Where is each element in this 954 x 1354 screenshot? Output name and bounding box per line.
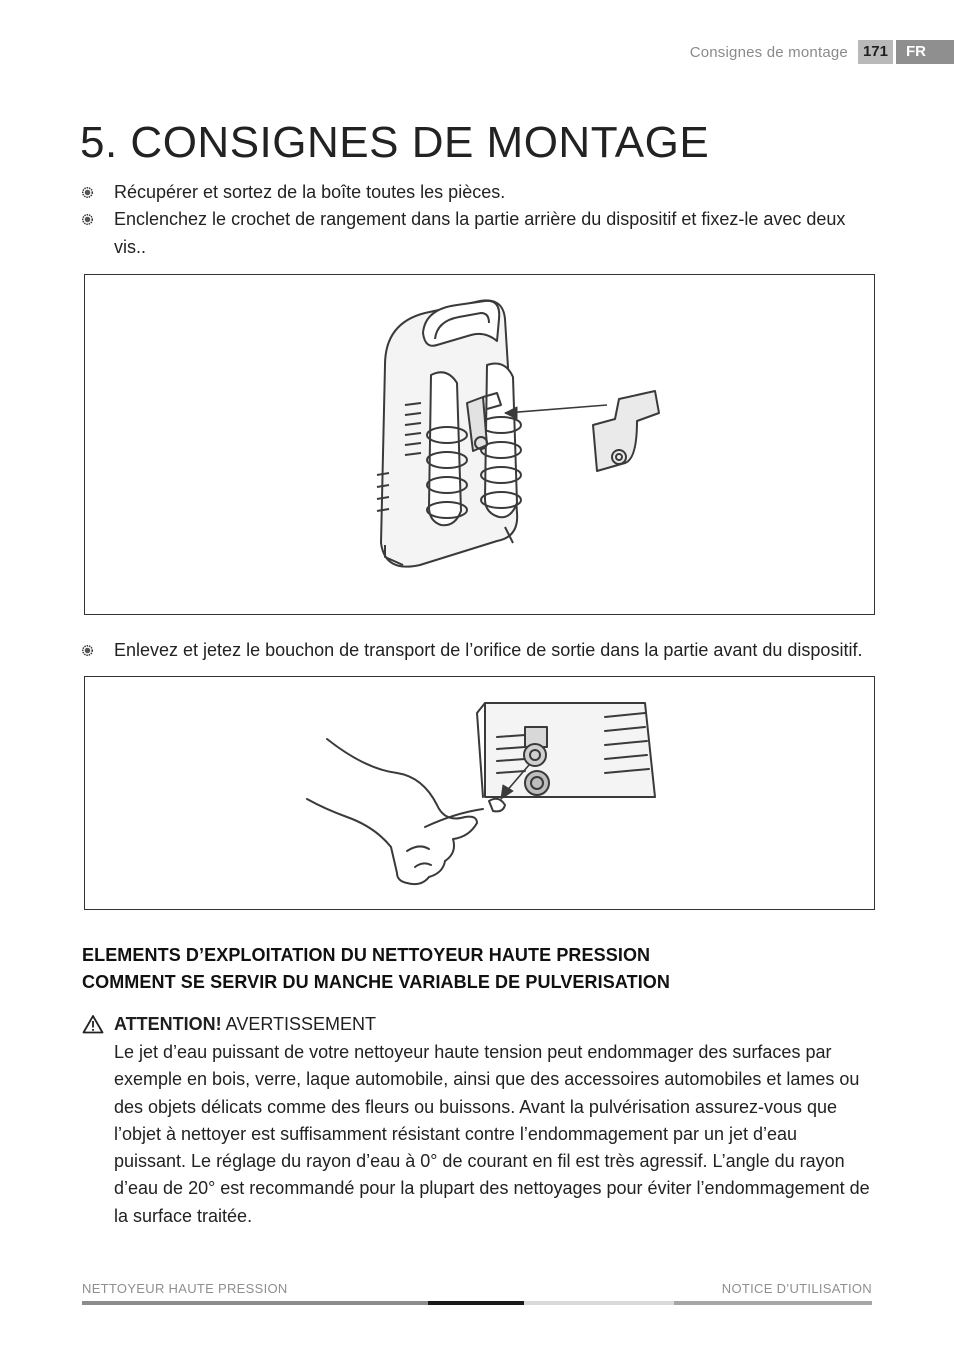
bullet-text: Enclenchez le crochet de rangement dans la partie arrière du dispositif et fixez-le avec deux vis.. bbox=[114, 209, 846, 257]
figure-transport-plug bbox=[84, 676, 875, 910]
warning-heading bbox=[82, 1011, 376, 1037]
section-heading: COMMENT SE SERVIR DU MANCHE VARIABLE DE PULVERISATION bbox=[82, 972, 671, 992]
pressure-washer-rear-illustration bbox=[85, 275, 874, 614]
bullet-text: Enlevez et jetez le bouchon de transport de l’orifice de sortie dans la partie avant du dispositif. bbox=[114, 640, 863, 660]
gear-bullet-icon bbox=[82, 214, 93, 225]
warning-triangle-icon bbox=[82, 1014, 104, 1034]
language-tab: FR bbox=[896, 40, 954, 64]
header-section-title: Consignes de montage bbox=[689, 43, 848, 61]
warning-suffix: AVERTISSEMENT bbox=[221, 1014, 377, 1034]
footer-document-type: NOTICE D’UTILISATION bbox=[721, 1281, 872, 1296]
bullet-item bbox=[82, 636, 882, 664]
gear-bullet-icon bbox=[82, 187, 93, 198]
bullet-item bbox=[82, 178, 882, 206]
footer-bar bbox=[82, 1301, 872, 1305]
bullet-item bbox=[82, 205, 882, 261]
page-number: 171 bbox=[858, 40, 893, 64]
footer-bar-segment bbox=[428, 1301, 524, 1305]
section-heading: ELEMENTS D’EXPLOITATION DU NETTOYEUR HAUTE PRESSION bbox=[82, 945, 651, 965]
footer-bar-segment bbox=[82, 1301, 428, 1305]
gear-bullet-icon bbox=[82, 645, 93, 656]
figure-storage-hook bbox=[84, 274, 875, 615]
warning-text: Le jet d’eau puissant de votre nettoyeur haute tension peut endommager des surfaces par exemple en bois, verre, laque automobile, ainsi que des accessoires automobiles et lames ou des objets délicats comme des fleurs ou buissons. Avant la pulvérisation assurez-vous que l’objet à nettoyer est suffisamment résistant contre l’endommagement par un jet d’eau puissant. Le réglage du rayon d’eau à 0° de courant en fil est très agressif. L’angle du rayon d’eau de 20° est recommandé pour la plupart des nettoyages pour éviter l’endommagement de la surface traitée. bbox=[114, 1042, 870, 1226]
footer-bar-segment bbox=[524, 1301, 674, 1305]
page-title: 5. CONSIGNES DE MONTAGE bbox=[80, 118, 710, 167]
plug-removal-illustration bbox=[85, 677, 874, 909]
warning-label: ATTENTION! bbox=[114, 1014, 222, 1034]
page-header bbox=[690, 40, 954, 64]
footer-bar-segment bbox=[674, 1301, 872, 1305]
bullet-text: Récupérer et sortez de la boîte toutes les pièces. bbox=[114, 182, 506, 202]
footer-product-name: NETTOYEUR HAUTE PRESSION bbox=[82, 1281, 288, 1296]
